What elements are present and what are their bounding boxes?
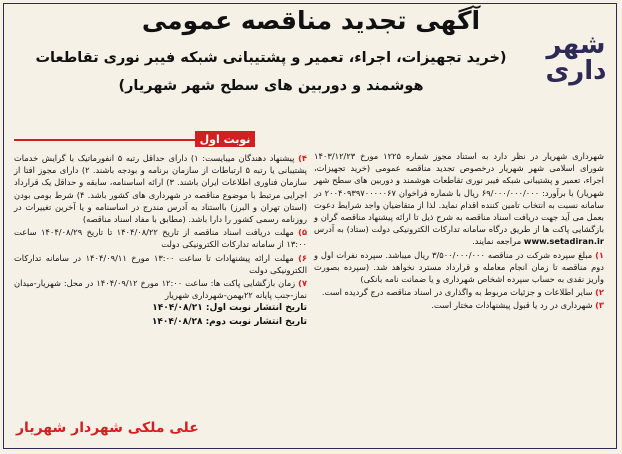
item-5-number: ۵) (298, 227, 308, 238)
item-3 (314, 299, 604, 311)
item-4-text: پیشنهاد دهندگان میبایست: ۱) دارای حداقل رتبه ۵ انفورماتیک با گرایش خدمات پشتیبانی یا رتبه ۵ ارتباطات از سازمان برنامه و بودجه باشند. ۲) دارای مجوز افتا از سازمان فناوری اطلاعات ایران باشند. ۳) ارائه اساسنامه، سابقه و حداقل یک قرارداد اجرایی مرتبط با موضوع مناقصه در شهرداری های کشور باشد. ۴) شرط بومی بودن (استان تهران و البرز) بااستناد به آدرس مندرج در اساسنامه و یا آخرین تغییرات در روزنامه رسمی کشور را دارا باشد. (مطابق با مفاد اسناد مناقصه) (14, 153, 307, 225)
item-4 (14, 152, 307, 225)
setad-website-link[interactable]: www.setadiran.ir (523, 236, 604, 247)
mayor-signature: علی ملکی شهردار شهریار (16, 420, 199, 436)
item-2-text: سایر اطلاعات و جزئیات مربوط به واگذاری در اسناد مناقصه درج گردیده است. (321, 287, 593, 298)
notice-title: آگهی تجدید مناقصه عمومی (141, 6, 481, 35)
second-publication-date: تاریخ انتشار نوبت دوم: ۱۴۰۴/۰۸/۲۸ (151, 316, 307, 327)
item-3-text: شهرداری در رد یا قبول پیشنهادات مختار است. (431, 300, 593, 311)
intro-text: شهرداری شهریار در نظر دارد به استناد مجوز شماره ۱۲۲۵ مورخ ۱۴۰۳/۱۲/۲۳ شورای اسلامی شهر شهریار درخصوص تجدید مناقصه عمومی (خرید تجهیزات، اجراء، تعمیر و پشتیبانی شبکه فیبر نوری تقاطعات هوشمند و دوربین های سطح شهر شهریار) با برآورد: ۶۹/۰۰۰/۰۰۰/۰۰۰ ریال با شماره فراخوان ۲۰۰۴۰۹۳۹۷۰۰۰۰۰۶۷ در سامانه نسبت به انتخاب تامین کننده اقدام نماید. لذا از متقاضیان واجد شرایط دعوت بعمل می آید جهت دریافت اسناد مناقصه به شرح ذیل تا ارائه پیشنهاد مناقصه گران و بازگشایی پاکت ها از طریق درگاه سامانه تدارکات الکترونیکی دولت (ستاد) به آدرس (314, 151, 604, 235)
item-2 (314, 286, 604, 298)
logo-line-2: داری (545, 56, 607, 86)
item-6-number: ۶) (298, 252, 307, 263)
logo-line-1: شهر (546, 30, 606, 60)
item-5-text: مهلت دریافت اسناد مناقصه از تاریخ ۱۴۰۴/۰۸/۲۲ تا تاریخ ۱۴۰۴/۰۸/۲۹ ساعت ۱۳:۰۰ از سامانه تدارکات الکترونیکی دولت (14, 227, 307, 250)
item-6-text: مهلت ارائه پیشنهادات تا ساعت ۱۳:۰۰ مورخ ۱۴۰۴/۰۹/۱۱ در سامانه تدارکات الکترونیکی دولت (14, 252, 307, 275)
item-3-number: ۳) (595, 300, 604, 311)
item-7-text: زمان بازگشایی پاکت ها: ساعت ۱۲:۰۰ مورخ ۱۴۰۴/۰۹/۱۲ در محل: شهریار-میدان نماز-جنب پایانه ۲۲بهمن-شهرداری شهریار (14, 278, 307, 301)
round-badge: نوبت اول (195, 131, 255, 147)
shahrdari-logo (538, 8, 614, 108)
item-1-number: ۱) (595, 249, 604, 260)
intro-tail: مراجعه نمایند. (472, 236, 522, 247)
item-1 (314, 249, 604, 286)
first-publication-date: تاریخ انتشار نوبت اول: ۱۴۰۴/۰۸/۲۱ (152, 303, 307, 314)
item-5 (14, 226, 307, 250)
badge-rule (14, 139, 196, 141)
item-4-number: ۴) (298, 153, 307, 163)
item-7 (14, 277, 307, 301)
right-column (314, 150, 604, 313)
item-6 (14, 252, 307, 276)
notice-subtitle: (خرید تجهیزات، اجراء، تعمیر و پشتیبانی شبکه فیبر نوری تقاطعات هوشمند و دوربین های سطح شهر شهریار) (35, 50, 507, 94)
left-column (14, 152, 307, 328)
intro-paragraph (314, 150, 604, 248)
item-1-text: مبلغ سپرده شرکت در مناقصه ۳/۵۰۰/۰۰۰/۰۰۰ ریال میباشد. سپرده نفرات اول و دوم مناقصه تا زمان انجام معامله و قرارداد مسترد نخواهد شد. (سپرده بصورت واریز نقدی به حساب سپرده اشخاص شهرداری و یا ضمانت نامه بانکی) (314, 249, 604, 285)
item-7-number: ۷) (298, 278, 308, 289)
item-2-number: ۲) (595, 287, 604, 298)
